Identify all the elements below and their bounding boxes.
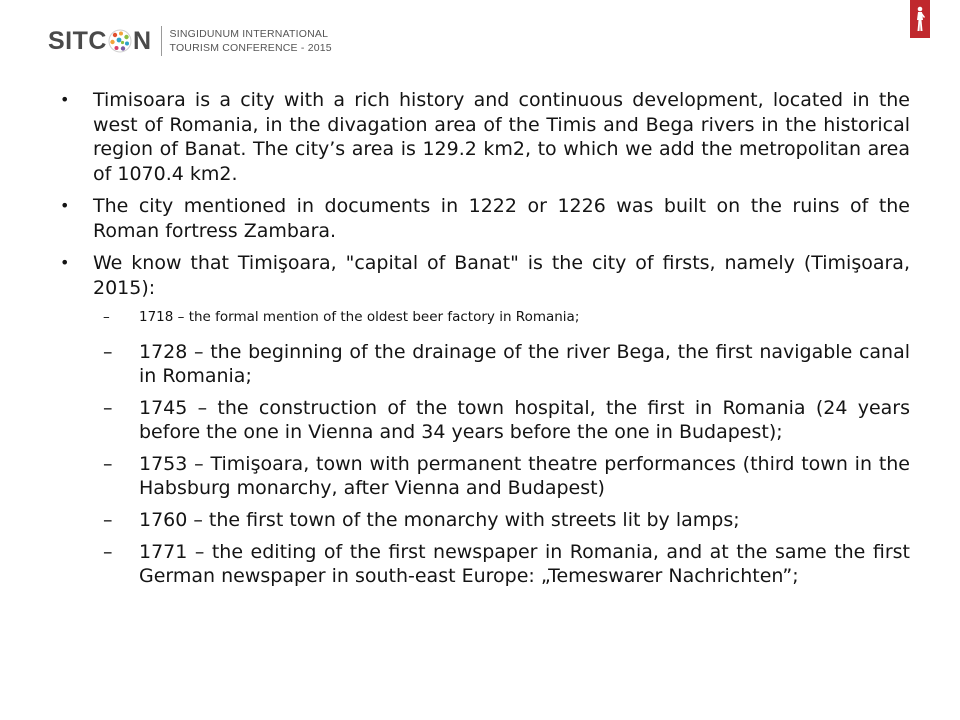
bullet-item-3 xyxy=(60,251,910,300)
bullet-text: Timisoara is a city with a rich history and continuous development, located in the west of Romania, in the divagation area of the Timis and Bega rivers in the historical region of Banat. The city’s area is 129.2 km2, to which we add the metropolitan area of 1070.4 km2. xyxy=(93,89,910,185)
sub-item-1728 xyxy=(60,340,910,388)
sub-item-1753 xyxy=(60,452,910,500)
logo-subtitle xyxy=(170,27,332,55)
sub-item-text: 1760 – the first town of the monarchy with streets lit by lamps; xyxy=(139,509,740,531)
sub-item-text: 1771 – the editing of the first newspaper in Romania, and at the same the first German newspaper in south-east Europe: „Temeswarer Nachrichten”; xyxy=(139,541,910,587)
bullet-item-1 xyxy=(60,88,910,186)
dash-marker: – xyxy=(103,397,113,419)
bullet-item-2 xyxy=(60,194,910,243)
slide-content xyxy=(60,88,910,596)
bullet-marker: • xyxy=(60,196,70,215)
bullet-marker: • xyxy=(60,253,70,272)
sub-item-text: 1753 – Timişoara, town with permanent theatre performances (third town in the Habsburg monarchy, after Vienna and Budapest) xyxy=(139,453,910,499)
dash-marker: – xyxy=(103,541,113,563)
logo-wordmark xyxy=(48,26,152,55)
sitcon-logo xyxy=(48,24,332,58)
bullet-marker: • xyxy=(60,90,70,109)
sub-item-1718 xyxy=(60,308,910,326)
logo-subtitle-line2: TOURISM CONFERENCE - 2015 xyxy=(169,42,332,54)
dash-marker: – xyxy=(103,341,113,363)
sub-item-1745 xyxy=(60,396,910,444)
dash-marker: – xyxy=(103,309,110,325)
sub-item-text: 1718 – the formal mention of the oldest beer factory in Romania; xyxy=(139,309,580,325)
logo-text-right: N xyxy=(132,26,152,55)
dash-marker: – xyxy=(103,509,113,531)
logo-divider xyxy=(161,26,162,56)
sub-item-text: 1745 – the construction of the town hospital, the first in Romania (24 years before the one in Vienna and 34 years before the one in Budapest); xyxy=(139,397,910,443)
logo-subtitle-line1: SINGIDUNUM INTERNATIONAL xyxy=(169,28,329,40)
bullet-text: The city mentioned in documents in 1222 or 1226 was built on the ruins of the Roman fortress Zambara. xyxy=(93,195,910,242)
bullet-text: We know that Timişoara, "capital of Banat" is the city of firsts, namely (Timişoara, 2015): xyxy=(93,252,910,299)
sub-item-1760 xyxy=(60,508,910,532)
header xyxy=(0,0,960,70)
sub-item-1771 xyxy=(60,540,910,588)
sub-item-text: 1728 – the beginning of the drainage of the river Bega, the first navigable canal in Romania; xyxy=(139,341,910,387)
dash-marker: – xyxy=(103,453,113,475)
globe-icon xyxy=(108,29,132,53)
figure-badge-icon xyxy=(910,0,930,38)
logo-text-left: SITC xyxy=(48,26,107,55)
